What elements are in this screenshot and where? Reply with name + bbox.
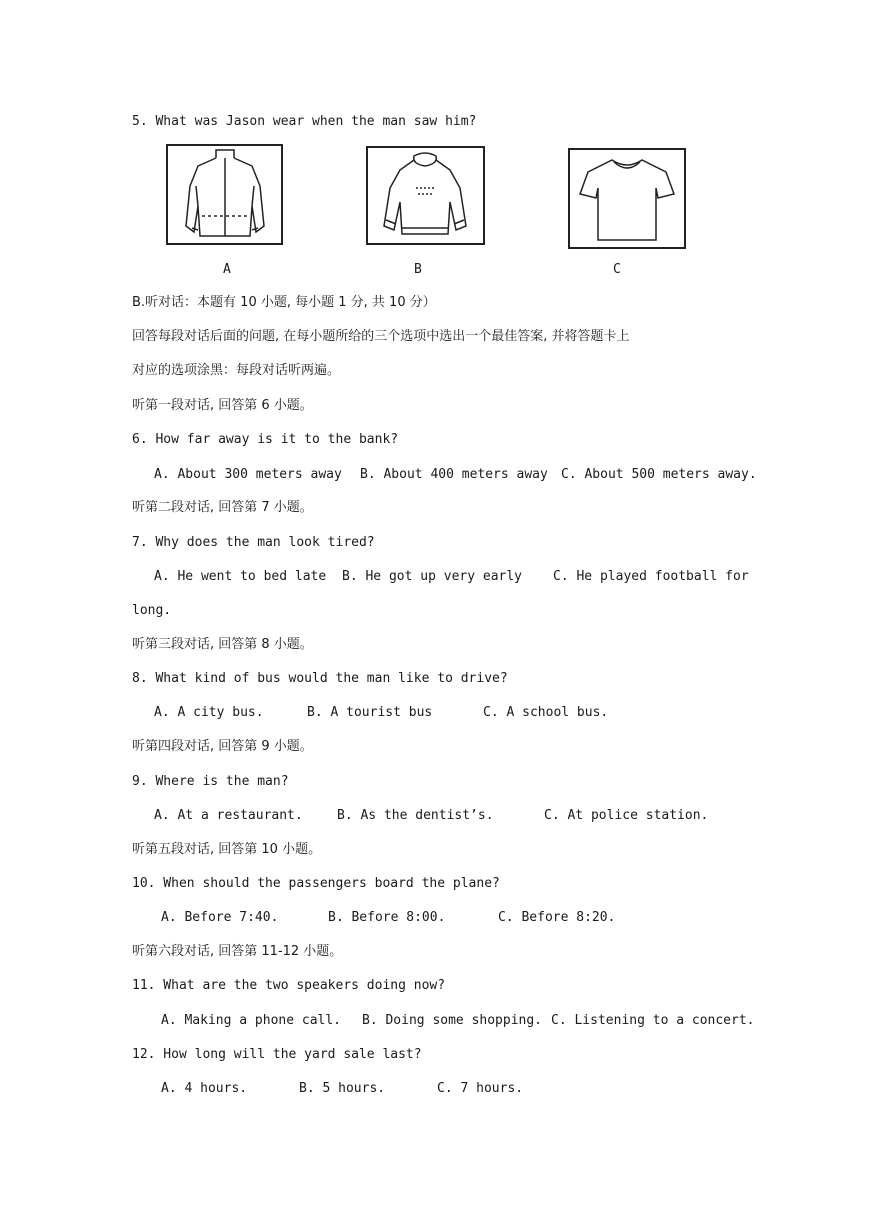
- q6-option-a: A. About 300 meters away: [154, 467, 342, 482]
- q10-option-b: B. Before 8:00.: [328, 910, 446, 925]
- option-b-label: B: [414, 262, 422, 277]
- option-b-picture: [366, 146, 485, 245]
- dialogue-4-heading: 听第四段对话, 回答第 9 小题。: [132, 739, 313, 754]
- jacket-icon: [168, 146, 281, 243]
- section-b-instruction-2: 对应的选项涂黑：每段对话听两遍。: [132, 363, 341, 378]
- tshirt-icon: [570, 150, 684, 247]
- q8-option-c: C. A school bus.: [483, 705, 609, 720]
- question-10: 10. When should the passengers board the plane?: [132, 876, 500, 891]
- q9-option-b: B. As the dentist’s.: [337, 808, 494, 823]
- question-9: 9. Where is the man?: [132, 774, 289, 789]
- dialogue-5-heading: 听第五段对话, 回答第 10 小题。: [132, 842, 322, 857]
- q8-option-a: A. A city bus.: [154, 705, 264, 720]
- q11-option-a: A. Making a phone call.: [161, 1013, 342, 1028]
- q7-option-c-continued: long.: [132, 603, 172, 618]
- q10-option-a: A. Before 7:40.: [161, 910, 279, 925]
- question-8: 8. What kind of bus would the man like to drive?: [132, 671, 508, 686]
- q7-option-b: B. He got up very early: [342, 569, 523, 584]
- q11-option-b: B. Doing some shopping.: [362, 1013, 543, 1028]
- option-a-picture: [166, 144, 283, 245]
- section-b-title: B.听对话：本题有 10 小题, 每小题 1 分, 共 10 分）: [132, 295, 436, 310]
- question-6: 6. How far away is it to the bank?: [132, 432, 399, 447]
- q6-option-c: C. About 500 meters away.: [561, 467, 757, 482]
- dialogue-2-heading: 听第二段对话, 回答第 7 小题。: [132, 500, 313, 515]
- dialogue-3-heading: 听第三段对话, 回答第 8 小题。: [132, 637, 313, 652]
- q8-option-b: B. A tourist bus: [307, 705, 433, 720]
- q9-option-a: A. At a restaurant.: [154, 808, 303, 823]
- q7-option-c: C. He played football for: [553, 569, 749, 584]
- question-7: 7. Why does the man look tired?: [132, 535, 375, 550]
- question-12: 12. How long will the yard sale last?: [132, 1047, 422, 1062]
- question-11: 11. What are the two speakers doing now?: [132, 978, 446, 993]
- dialogue-6-heading: 听第六段对话, 回答第 11-12 小题。: [132, 944, 343, 959]
- section-b-instruction-1: 回答每段对话后面的问题, 在每小题所给的三个选项中选出一个最佳答案, 并将答题卡上: [132, 329, 630, 344]
- sweater-icon: [368, 148, 483, 243]
- q11-option-c: C. Listening to a concert.: [551, 1013, 755, 1028]
- q12-option-a: A. 4 hours.: [161, 1081, 248, 1096]
- q6-option-b: B. About 400 meters away: [360, 467, 548, 482]
- option-a-label: A: [223, 262, 231, 277]
- q12-option-c: C. 7 hours.: [437, 1081, 524, 1096]
- q7-option-a: A. He went to bed late: [154, 569, 327, 584]
- dialogue-1-heading: 听第一段对话, 回答第 6 小题。: [132, 398, 313, 413]
- option-c-label: C: [613, 262, 621, 277]
- q9-option-c: C. At police station.: [544, 808, 709, 823]
- q10-option-c: C. Before 8:20.: [498, 910, 616, 925]
- option-c-picture: [568, 148, 686, 249]
- question-5: 5. What was Jason wear when the man saw him?: [132, 114, 477, 129]
- q12-option-b: B. 5 hours.: [299, 1081, 386, 1096]
